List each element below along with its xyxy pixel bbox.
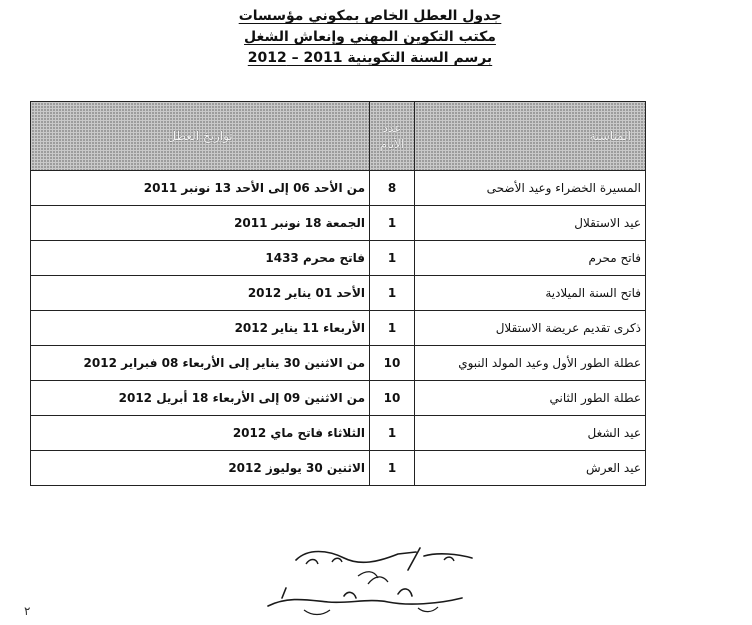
date-cell: من الاثنين 30 يناير إلى الأربعاء 08 فبراير 2012	[31, 346, 370, 381]
table-row	[31, 346, 646, 381]
days-cell: 1	[370, 416, 415, 451]
header-days-line2: الأيام	[379, 137, 405, 151]
date-cell: الأربعاء 11 يناير 2012	[31, 311, 370, 346]
date-cell: من الاثنين 09 إلى الأربعاء 18 أبريل 2012	[31, 381, 370, 416]
occasion-cell: ذكرى تقديم عريضة الاستقلال	[415, 311, 646, 346]
days-cell: 1	[370, 451, 415, 486]
title-line-3: برسم السنة التكوينية 2011 – 2012	[247, 50, 493, 66]
header-days-line1: عدد	[382, 121, 402, 135]
days-cell: 10	[370, 381, 415, 416]
title-line-1: جدول العطل الخاص بمكوني مؤسسات	[238, 8, 502, 24]
table-row	[31, 311, 646, 346]
occasion-cell: المسيرة الخضراء وعيد الأضحى	[415, 171, 646, 206]
occasion-cell: فاتح محرم	[415, 241, 646, 276]
days-cell: 1	[370, 241, 415, 276]
table-row	[31, 381, 646, 416]
date-cell: الأحد 01 يناير 2012	[31, 276, 370, 311]
header-days	[370, 102, 415, 171]
occasion-cell: عيد العرش	[415, 451, 646, 486]
header-date: تواريخ العطل	[31, 102, 370, 171]
margin-mark: ٢	[24, 604, 31, 618]
occasion-cell: عيد الاستقلال	[415, 206, 646, 241]
occasion-cell: عطلة الطور الثاني	[415, 381, 646, 416]
occasion-cell: عطلة الطور الأول وعيد المولد النبوي	[415, 346, 646, 381]
date-cell: الثلاثاء فاتح ماي 2012	[31, 416, 370, 451]
days-cell: 8	[370, 171, 415, 206]
date-cell: من الأحد 06 إلى الأحد 13 نونبر 2011	[31, 171, 370, 206]
table-row	[31, 451, 646, 486]
days-cell: 1	[370, 311, 415, 346]
table-header-row	[31, 102, 646, 171]
header-occasion: المناسبة	[415, 102, 646, 171]
table-row	[31, 416, 646, 451]
days-cell: 1	[370, 276, 415, 311]
date-cell: فاتح محرم 1433	[31, 241, 370, 276]
table-row	[31, 171, 646, 206]
date-cell: الاثنين 30 يوليوز 2012	[31, 451, 370, 486]
table-row	[31, 241, 646, 276]
occasion-cell: عيد الشغل	[415, 416, 646, 451]
handwritten-signature	[248, 540, 488, 620]
document-title-block	[170, 6, 570, 69]
title-line-2: مكتب التكوين المهني وإنعاش الشغل	[244, 29, 496, 45]
holidays-table	[30, 101, 646, 486]
table-row	[31, 276, 646, 311]
occasion-cell: فاتح السنة الميلادية	[415, 276, 646, 311]
date-cell: الجمعة 18 نونبر 2011	[31, 206, 370, 241]
days-cell: 10	[370, 346, 415, 381]
table-row	[31, 206, 646, 241]
days-cell: 1	[370, 206, 415, 241]
